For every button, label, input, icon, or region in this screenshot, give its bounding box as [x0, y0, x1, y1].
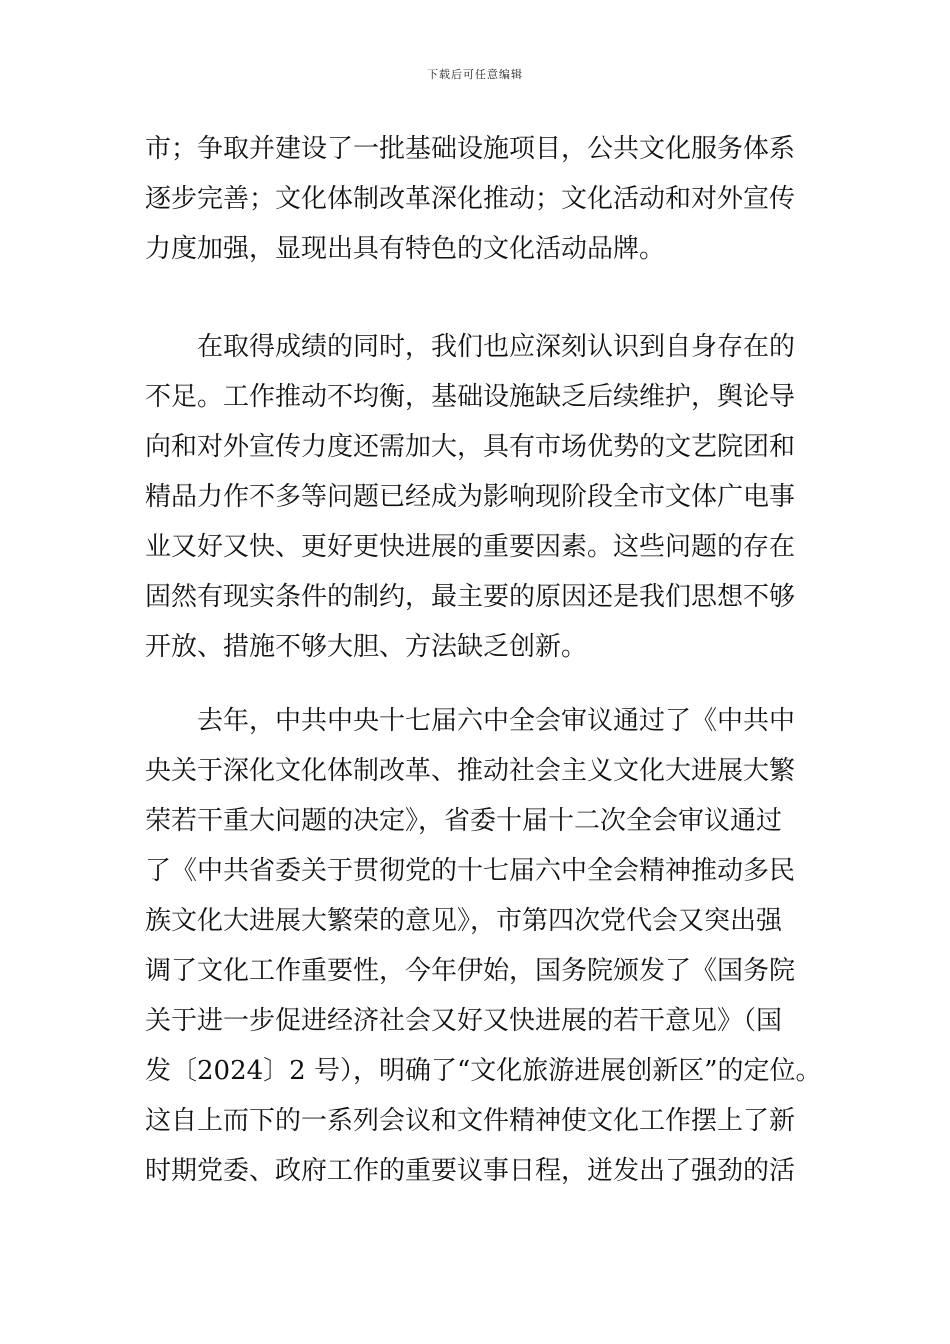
text-line: 时期党委、政府工作的重要议事日程，迸发出了强劲的活 — [145, 1156, 796, 1186]
text-line: 发〔2024〕2 号），明确了“文化旅游进展创新区”的定位。 — [145, 1056, 822, 1086]
page-header: 下载后可任意编辑 — [427, 68, 523, 81]
text-line: 向和对外宣传力度还需加大，具有市场优势的文艺院团和 — [145, 432, 796, 462]
text-line: 精品力作不多等问题已经成为影响现阶段全市文体广电事 — [145, 482, 796, 512]
paragraph-1 — [145, 124, 795, 274]
text-line: 不足。工作推动不均衡，基础设施缺乏后续维护，舆论导 — [145, 382, 796, 412]
text-line: 市；争取并建设了一批基础设施项目，公共文化服务体系 — [145, 134, 796, 164]
paragraph-3 — [145, 696, 822, 1196]
text-line: 业又好又快、更好更快进展的重要因素。这些问题的存在 — [145, 532, 796, 562]
text-line: 逐步完善；文化体制改革深化推动；文化活动和对外宣传 — [145, 184, 796, 214]
text-line: 力度加强，显现出具有特色的文化活动品牌。 — [145, 234, 666, 264]
paragraph-2 — [145, 322, 795, 672]
text-line: 荣若干重大问题的决定》，省委十届十二次全会审议通过 — [145, 806, 783, 836]
text-line: 族文化大进展大繁荣的意见》，市第四次党代会又突出强 — [145, 906, 783, 936]
text-line: 了《中共省委关于贯彻党的十七届六中全会精神推动多民 — [145, 856, 796, 886]
text-line: 这自上而下的一系列会议和文件精神使文化工作摆上了新 — [145, 1106, 796, 1136]
text-line: 开放、措施不够大胆、方法缺乏创新。 — [145, 632, 588, 662]
text-line: 去年，中共中央十七届六中全会审议通过了《中共中 — [145, 706, 796, 736]
text-line: 关于进一步促进经济社会又好又快进展的若干意见》（国 — [145, 1006, 783, 1036]
text-line: 在取得成绩的同时，我们也应深刻认识到自身存在的 — [145, 332, 796, 362]
text-line: 调了文化工作重要性，今年伊始，国务院颁发了《国务院 — [145, 956, 796, 986]
text-line: 央关于深化文化体制改革、推动社会主义文化大进展大繁 — [145, 756, 796, 786]
text-line: 固然有现实条件的制约，最主要的原因还是我们思想不够 — [145, 582, 796, 612]
